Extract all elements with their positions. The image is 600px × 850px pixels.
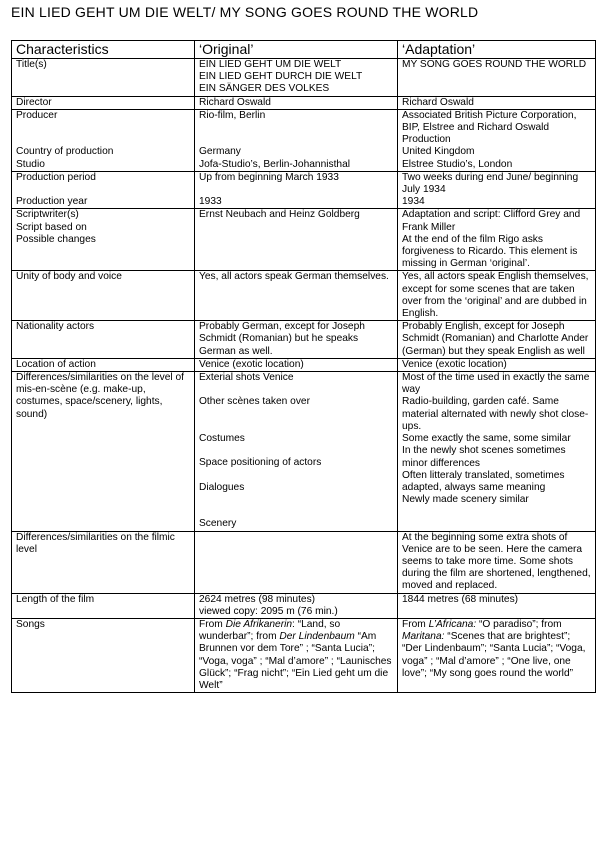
original-cell xyxy=(195,171,398,209)
adaptation-cell xyxy=(398,372,596,532)
cell-text: Studio xyxy=(16,158,45,170)
cell-text: From xyxy=(402,619,429,631)
cell-text: Scriptwriter(s) xyxy=(16,209,79,221)
opera-title: Maritana: xyxy=(402,631,445,643)
table-row xyxy=(12,59,596,97)
opera-title: Die Afrikanerin xyxy=(225,619,293,631)
original-cell xyxy=(195,531,398,593)
adaptation-cell xyxy=(398,59,596,97)
cell-text: Up from beginning March 1933 xyxy=(199,171,339,183)
cell-text: Most of the time used in exactly the same way xyxy=(402,372,590,396)
cell-text: Possible changes xyxy=(16,233,96,245)
original-cell xyxy=(195,109,398,171)
adaptation-cell xyxy=(398,171,596,209)
cell-text: 2624 metres (98 minutes) xyxy=(199,593,316,605)
cell-text: In the newly shot scenes sometimes minor differences xyxy=(402,445,566,469)
original-cell: Yes, all actors speak German themselves. xyxy=(195,271,398,321)
table-row xyxy=(12,321,596,359)
original-cell xyxy=(195,372,398,532)
row-label: Length of the film xyxy=(12,593,195,618)
cell-text: At the end of the film Rigo asks forgiveness to Ricardo. This element is missing in German ‘original’. xyxy=(402,233,578,270)
row-label: Unity of body and voice xyxy=(12,271,195,321)
cell-text: Production period xyxy=(16,171,96,183)
table-row xyxy=(12,209,596,271)
table-row xyxy=(12,593,596,618)
original-cell xyxy=(195,619,398,693)
header-characteristics: Characteristics xyxy=(12,41,195,59)
row-label: Director xyxy=(12,96,195,109)
adaptation-cell: Probably English, except for Joseph Schmidt (Romanian) and Charlotte Ander (German) but they speak English as well xyxy=(398,321,596,359)
cell-text: Producer xyxy=(16,109,58,121)
table-row xyxy=(12,531,596,593)
cell-text: “Scenes that are brightest”; “Der Lindenbaum”; “Santa Lucia”; “Voga, voga” ; “Mal d’amore” ; “One live, one love”; “My song goes round the world” xyxy=(402,631,586,679)
row-label xyxy=(12,372,195,532)
original-cell xyxy=(195,593,398,618)
original-cell: Richard Oswald xyxy=(195,96,398,109)
cell-text: viewed copy: 2095 m (76 min.) xyxy=(199,605,338,617)
adaptation-cell xyxy=(398,209,596,271)
row-label xyxy=(12,209,195,271)
header-row xyxy=(12,41,596,59)
cell-text: Two weeks during end June/ beginning July 1934 xyxy=(402,171,579,196)
cell-text: Scenery xyxy=(199,518,237,530)
cell-text: Country of production xyxy=(16,146,114,158)
table-row xyxy=(12,96,596,109)
cell-text: Other scènes taken over xyxy=(199,396,310,408)
cell-text: Script based on xyxy=(16,221,87,233)
cell-text: Rio-film, Berlin xyxy=(199,109,266,121)
song-title: Der Lindenbaum xyxy=(279,631,355,643)
row-label: Differences/similarities on the filmic level xyxy=(12,531,195,593)
cell-text: Elstree Studio’s, London xyxy=(402,158,513,170)
adaptation-cell: Venice (exotic location) xyxy=(398,358,596,371)
cell-text: Newly made scenery similar xyxy=(402,494,529,506)
cell-text: Space positioning of actors xyxy=(199,457,322,469)
original-cell: Probably German, except for Joseph Schmidt (Romanian) but he speaks German as well. xyxy=(195,321,398,359)
adaptation-cell xyxy=(398,619,596,693)
cell-text: Exterial shots Venice xyxy=(199,372,294,384)
row-label xyxy=(12,171,195,209)
opera-title: L’Africana: xyxy=(428,619,477,631)
cell-text: Dialogues xyxy=(199,481,245,493)
cell-text: Adaptation and script: Clifford Grey and Frank Miller xyxy=(402,209,581,233)
row-label: Nationality actors xyxy=(12,321,195,359)
cell-text: Some exactly the same, some similar xyxy=(402,433,571,445)
original-cell xyxy=(195,59,398,97)
cell-text: : “Land, so wunderbar”; from xyxy=(199,619,341,643)
comparison-table xyxy=(11,40,596,693)
row-label: Location of action xyxy=(12,358,195,371)
row-label: Songs xyxy=(12,619,195,693)
row-label xyxy=(12,109,195,171)
adaptation-cell: 1844 metres (68 minutes) xyxy=(398,593,596,618)
page-title: EIN LIED GEHT UM DIE WELT/ MY SONG GOES ROUND THE WORLD xyxy=(11,4,479,20)
adaptation-cell: Yes, all actors speak English themselves, except for some scenes that are taken over from the ‘original’ and are dubbed in English. xyxy=(398,271,596,321)
cell-text: MY SONG GOES ROUND THE WORLD xyxy=(402,59,587,70)
cell-text: Ernst Neubach and Heinz Goldberg xyxy=(199,209,360,221)
adaptation-cell: Richard Oswald xyxy=(398,96,596,109)
cell-text: Differences/similarities on the level of mis-en-scène (e.g. make-up, costumes, space/scenery, lights, sound) xyxy=(16,372,184,420)
header-original: ‘Original’ xyxy=(195,41,398,59)
table-row xyxy=(12,109,596,171)
table-row xyxy=(12,171,596,209)
cell-text: Often litteraly translated, sometimes adapted, always same meaning xyxy=(402,469,565,493)
cell-text: EIN LIED GEHT DURCH DIE WELT xyxy=(199,71,363,83)
cell-text: “Am Brunnen vor dem Tore” ; “Santa Lucia”; “Voga, voga” ; “Mal d’amore” ; “Launisches Glück”; “Frag nicht”; “Ein Lied geht um die Welt” xyxy=(199,631,392,692)
cell-text: Associated British Picture Corporation, BIP, Elstree and Richard Oswald Production xyxy=(402,109,577,146)
cell-text: United Kingdom xyxy=(402,146,475,158)
cell-text: EIN SÄNGER DES VOLKES xyxy=(199,83,330,95)
cell-text: 1934 xyxy=(402,196,425,208)
original-cell: Venice (exotic location) xyxy=(195,358,398,371)
cell-text: From xyxy=(199,619,226,631)
table-row xyxy=(12,358,596,371)
cell-text: Production year xyxy=(16,196,88,208)
header-adaptation: ‘Adaptation’ xyxy=(398,41,596,59)
table-row xyxy=(12,619,596,693)
cell-text: Radio-building, garden café. Same material alternated with newly shot close-ups. xyxy=(402,396,589,432)
cell-text: Germany xyxy=(199,146,241,158)
cell-text: 1933 xyxy=(199,196,222,208)
original-cell xyxy=(195,209,398,271)
cell-text: Jofa-Studio’s, Berlin-Johannisthal xyxy=(199,158,351,170)
cell-text: “O paradiso”; from xyxy=(476,619,562,631)
row-label: Title(s) xyxy=(12,59,195,97)
table-row xyxy=(12,372,596,532)
adaptation-cell xyxy=(398,109,596,171)
cell-text: EIN LIED GEHT UM DIE WELT xyxy=(199,59,342,70)
table-row xyxy=(12,271,596,321)
adaptation-cell: At the beginning some extra shots of Venice are to be seen. Here the camera seems to take more time. Some shots during the film are shortened, lengthened, moved and replaced. xyxy=(398,531,596,593)
cell-text: Costumes xyxy=(199,433,245,445)
